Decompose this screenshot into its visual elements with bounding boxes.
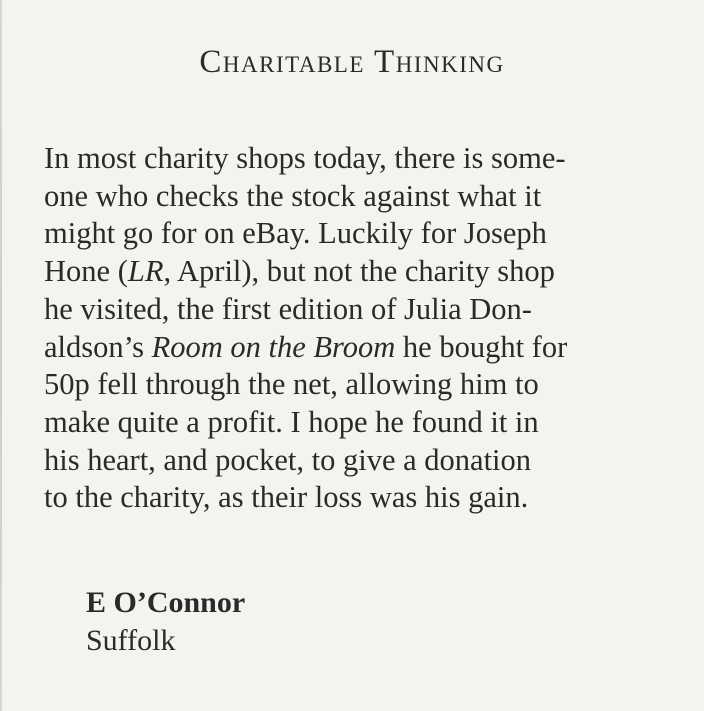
author-name: E O’Connor: [86, 586, 246, 619]
body-text-segment: to the charity, as their loss was his gain.: [44, 480, 529, 515]
letter-signature: [86, 584, 245, 659]
body-line: [44, 366, 684, 404]
letter-heading: Charitable Thinking: [199, 44, 505, 80]
italic-title-text: Room on the Broom: [151, 329, 396, 364]
body-text-segment: one who checks the stock against what it: [44, 178, 542, 213]
body-line: [44, 329, 684, 367]
body-line: [44, 253, 684, 291]
body-text-segment: In most charity shops today, there is some-: [44, 141, 566, 175]
body-line: [44, 479, 684, 517]
body-text-segment: he bought for: [395, 329, 568, 364]
body-text-segment: aldson’s: [44, 329, 152, 364]
body-text-segment: might go for on eBay. Luckily for Joseph: [44, 216, 547, 251]
body-text-segment: his heart, and pocket, to give a donation: [44, 442, 532, 477]
body-text-segment: make quite a profit. I hope he found it in: [44, 404, 539, 439]
body-text-segment: he visited, the first edition of Julia Don-: [44, 291, 532, 326]
italic-title-text: LR: [127, 254, 164, 289]
body-text-segment: 50p fell through the net, allowing him to: [44, 367, 539, 402]
body-line: [44, 140, 684, 178]
page-edge-divider: [0, 0, 2, 711]
body-line: [44, 215, 684, 253]
letter-body: [44, 140, 684, 517]
body-line: [44, 442, 684, 480]
body-text-segment: , April), but not the charity shop: [163, 254, 555, 289]
body-line: [44, 404, 684, 442]
body-text-segment: Hone (: [44, 254, 128, 289]
author-location: Suffolk: [86, 623, 176, 657]
body-line: [44, 291, 684, 329]
body-line: [44, 178, 684, 216]
